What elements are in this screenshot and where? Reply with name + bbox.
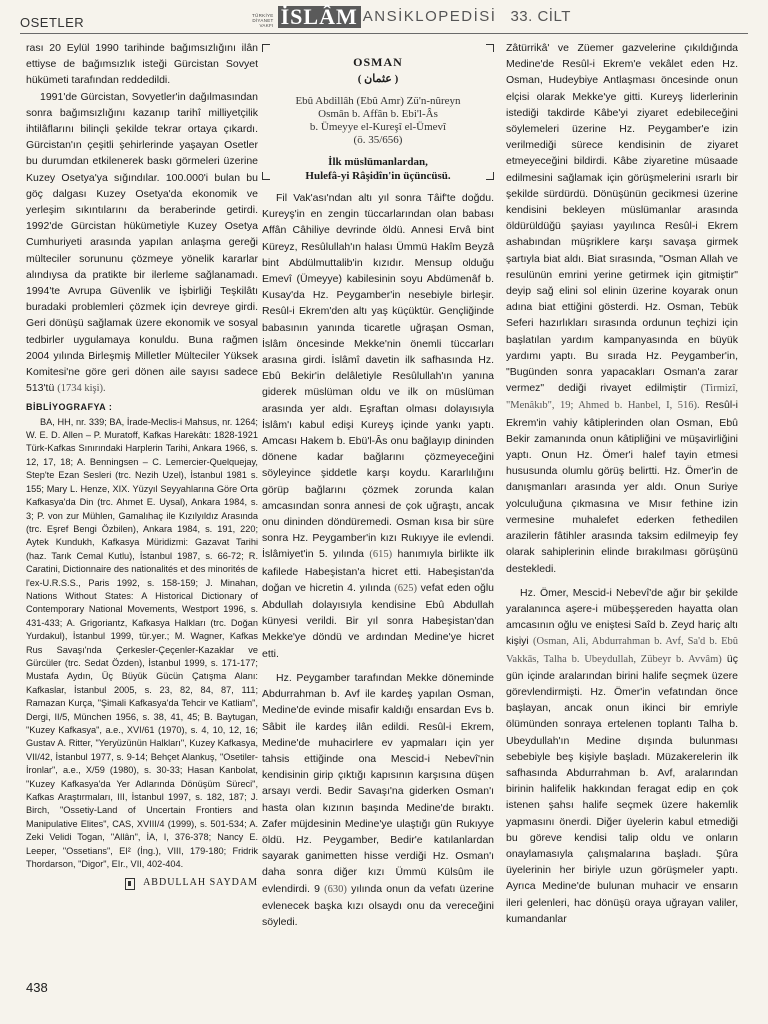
column-left [26, 40, 258, 892]
bibliography-heading: BİBLİYOGRAFYA : [26, 402, 113, 413]
bibliography-text: BA, HH, nr. 339; BA, İrade-Meclis-i Mahsus, nr. 1264; W. E. D. Allen – P. Muratoff, Kafkas Harekâtı: 1828-1921 Türk-Kafkas Sınırındaki Harplerin Tarihi, Ankara 1966, s. 12, 17, 18; A. Benningsen – C. Lemercier-Quelquejay, Step'te Ezan Sesleri (trc. Nezih Uzel), İstanbul 1981 s. 155; Mary L. Henze, XIX. Yüzyıl Seyyahlarına Göre Orta Kafkasya'da Din (trc. Ahmet E. Uysal), Ankara 1984, s. 3; P. von zur Mühlen, Gamalıhaç ile Kızılyıldız Arasında (trc. Eşref Bengi Özbilen), Ankara 1984, s. 191, 220; Aytek Kundukh, Kafkasya Müridizmi: Gazavat Tarihi (haz. Tarık Cemal Kutlu), İstanbul 1987, s. 66-72; R. Caratini, Dictionnaire des nationalités et des minorités de l'ex-U.R.S.S., Paris 1992, s. 158-159; J. Minahan, Nations Without States: A Historical Dictionary of Contemporary National Movements, Westport 1996, s. 431-433; A. Grigoriantz, Kafkasya Halkları (trc. Doğan Yurdakul), İstanbul 1999, tür.yer.; M. Wagner, Kafkas Rus Savaşı'nda Çerkesler-Çeçenler-Kazaklar ve Gürcüler (trc. Sedat Özden), İstanbul 1999, s. 171-177; Mustafa Aydın, Üç Büyük Gücün Çatışma Alanı: Kafkaslar, İstanbul 2005, s. 23, 82, 84, 87, 111; Ramazan Kurça, "Şimali Kafkasya'da Tehcir ve Katliam", Dergi, II/5, München 1956, s. 38, 41, 45; B. Baytugan, "Kuzey Kafkasya", a.e., XVI/61 (1970), s. 4, 10, 12, 16; Gustav A. Ritter, "Yeryüzünün Halkları", Kuzey Kafkasya, VII/42, İstanbul 1977, s. 9-14; Behçet Alankuş, "Osetiler-İronlar", a.e., X/59 (1980), s. 30-33; Hasan Kanbolat, "Kuzey Kafkasya'da Yer Adlarında Dönüşüm Süreci", Kafkas Araştırmaları, III, İstanbul 1997, s. 182, 187; J. Birch, "Ossetiy-Land of Uncertain Frontiers and Manipulative Elites", CAS, XVIII/4 (1999), s. 501-534; A. Zeki Velidi Togan, "Allân", İA, I, 376-378; Nancy E. Leeper, "Ossetians", EI² (İng.), VIII, 179-180; Fridrik Thordarson, "Digor", EIr., VII, 402-404. [26, 416, 258, 870]
column-middle [262, 40, 494, 930]
entry-title-box [262, 40, 494, 184]
publication-brand [252, 6, 571, 28]
brand-logo: İSLÂM [278, 6, 361, 28]
paragraph: Hz. Ömer, Mescid-i Nebevî'de ağır bir şekilde yaralanınca aşere-i mübeşşereden hayatta olan amcasının oğlu ve eniştesi Saîd b. Zeyd hariç altı kişiyi (Osman, Ali, Abdurrahman b. Avf, Sa'd b. Ebû Vakkās, Talha b. Ubeydullah, Zübeyr b. Avvâm) üç gün içinde aralarından birini halife seçmek üzere görevlendirmişti. Hz. Ömer'in vefatından önce başlayan, ancak onun ikinci bir emriyle ölümünden sonraya ertelenen toplantı Talha b. Ubeydullah'ın Medine dışında bulunması sebebiyle beş kişiyle başladı. Müzakerelerin ilk safhasında Abdurrahman b. Avf, aralarından birinin halifelik hakkından feragat edip en çok istenen şahsı halife seçmek üzere hakemlik yapmasını önerdi. Diğer üyelerin kabul etmediği bu göreve kendisi talip oldu ve onların onaylamasıyla çalışmalarına başladı. Şûra üyelerinin her biriyle uzun görüşmeler yaptı. Ayrıca Medine'de bulunan muhacir ve ensarın ileri gelenleri, hac dönüşü oraya uğrayan valiler, kumandanlar [506, 586, 739, 925]
paragraph: Hz. Peygamber tarafından Mekke döneminde Abdurrahman b. Avf ile kardeş yapılan Osman, Medine'de evinde misafir kaldığı ensardan Evs b. Sâbit ile kardeş ilân edildi. Resûl-i Ekrem, Medine'de muhacirlere ev yapmaları için yer tahsis ettiğinde ona Mescid-i Nebevî'nin kendisinin girip çıktığı kapısının karşısına düşen arsayı verdi. Bedir Savaşı'na giderken Osman'ı hasta olan kızının başında Medine'de bıraktı. Zafer müjdesinin Medine'ye ulaştığı gün Rukıyye öldü. Hz. Peygamber, Bedir'e katılanlardan sayarak ganimetten hisse verdiği Hz. Osman'ı daha sonra diğer kızı Ümmü Külsûm ile evlendirdi. 9 (630) yılında onun da vefatı üzerine evlenecek başka kızı olsaydı onu da vereceğini söyledi. [262, 671, 495, 928]
paragraph: rası 20 Eylül 1990 tarihinde bağımsızlığını ilân ettiyse de bağımsızlık isteği Gürcistan Sovyet hükümeti tarafından reddedildi. [26, 42, 258, 87]
author-icon [125, 878, 135, 890]
column-right [506, 40, 738, 927]
publisher-mark: TÜRKİYE DİYANET VAKFI [252, 13, 274, 28]
paragraph: Zâtürrikâ' ve Züemer gazvelerine çıkıldığında Medine'de Resûl-i Ekrem'e vekâlet eden Hz. Osman, Hudeybiye Antlaşması öncesinde onun elçisi olarak Mekke'ye gitti. Kureyş liderlerinin istediği takdirde Kâbe'yi ziyaret edebileceğini söylemeleri üzerine Hz. Peygamber'e izin verilmediği sürece kendisinin de ziyaret etmeyeceğini bildirdi. Kâbe ziyaretine müsaade edilmesini sağlamak için görüşmelerini ısrarlı bir şekilde sürdürdü. Dönüşünün gecikmesi üzerine kendisini bekleyen müslümanlar arasında öldürüldüğü şayiası yayılınca Resûl-i Ekrem ashabından müşriklere karşı savaşa girmek şartıyla biat aldı. Biat sırasında, "Osman Allah ve resulünün emrini yerine getirmek için gitmiştir" deyip sağ elini sol elinin üzerine koyarak onun adına biat ettiğini gösterdi. Hz. Osman, Tebük Seferi hazırlıkları sırasında ordunun teçhizi için başlatılan yardım kampanyasında en büyük yardımı yaptı. Bu sırada Hz. Peygamber'in, "Bugünden sonra yapacakları Osman'a zarar vermez" dediği rivayet edilmiştir (Tirmizî, "Menâkıb", 19; Ahmed b. Hanbel, I, 516). Resûl-i Ekrem'in vahiy kâtiplerinden olan Osman, Ebû Bekir zamanında onun kâtipliğini ve müşavirliğini yaptı. Onun Hz. Ömer'i halef tayin etmesi hususunda olumlu görüş belirtti. Hz. Ömer'in de danışmanları arasında yer aldı. Onun Suriye yolculuğuna çıkmasına ve Mısır fethine izin vermesine muhalefet ederken fethedilen arazilerin fâtihler arasında taksim edilmeyip fey olarak sahiplerinin elinde bırakılması görüşünü destekledi. [506, 42, 738, 575]
paragraph: 1991'de Gürcistan, Sovyetler'in dağılmasından sonra bağımsızlığını kazanıp tarihî milliyetçilik ihtilâflarını bilinçli şekilde tekrar ortaya çıkardı. Gürcistan'ın çeşitli şehirlerinde yaşayan Osetler bu durumdan etkilenerek baskı görmeleri üzerine Kuzey Osetya'ya sığındılar. 100.000'i bulan bu göç dalgası Kuzey Osetya'da ekonomik ve yerleşim sıkıntılarını da beraberinde getirdi. 1992'de Gürcistan hükümetiyle Kuzey Osetya Cumhuriyeti arasında yapılan anlaşma gereği mülteciler sorununu çözmeye yönelik kararlar alındıysa da pratikte bir ilerleme sağlanamadı. 1994'te Avrupa Güvenlik ve İşbirliği Teşkilâtı buradaki problemleri çözmek için devreye girdi. Geri dönüşü sağlamak üzere ekonomik ve sosyal tedbirler uygulamaya konuldu. Buna rağmen 2004 yılında Birleşmiş Milletler Mülteciler Yüksek Komitesi'ne göre geri dönen aile sayısı sadece 513'tü (1734 kişi). [26, 90, 258, 395]
section-title: OSETLER [20, 15, 85, 30]
entry-arabic-title: ( عثمان ) [357, 73, 399, 86]
running-header [20, 6, 748, 34]
author-signature: ABDULLAH SAYDAM [26, 875, 258, 891]
volume-number: 33. CİLT [510, 8, 571, 25]
entry-subtitle: İlk müslümanlardan, Hulefâ-yi Râşidîn'in üçüncüsü. [305, 156, 451, 183]
publication-title: ANSİKLOPEDİSİ [362, 8, 497, 25]
entry-title: OSMAN [353, 55, 403, 69]
paragraph: Fil Vak'ası'ndan altı yıl sonra Tâif'te doğdu. Kureyş'in en zengin tüccarlarından olan babası Affân Câhiliye devrinde öldü. Annesi Ervâ bint Küreyz, Resûlullah'ın halası Ümmü Hakîm Beyzâ bint Abdülmuttalib'in kızıdır. Mensup olduğu Emevî (Ümeyye) kabilesinin soyu Abdümenâf b. Kusay'da Hz. Peygamber'in nesebiyle birleşir. Resûl-i Ekrem'den altı yaş küçüktür. Gençliğinde babasının yanında ticaretle uğraşan Osman, İslâm öncesinde Mekke'nin önemli tüccarları arasına girdi. İslâmî davetin ilk safhasında Hz. Ebû Bekir'in delâletiyle Resûlullah'ın yanına giderek müslüman oldu ve ilk on müslüman arasında yer aldı. Eşraftan olması dolayısıyla İslâm'ı kabul edişi Kureyş içinde yankı yaptı. Amcası Hakem b. Ebü'l-Âs onu bağlayıp dininden dönene kadar bağlarını çözmeyeceğini söyleyince şiddetle karşı koydu. Kararlılığını görüp bağlarını çözmek zorunda kalan amcasından sonra annesi de çok uğraştı, ancak onu dininden döndüremedi. Osman kısa bir süre sonra Hz. Peygamber'in kızı Rukıyye ile evlendi. İslâmiyet'in 5. yılında (615) hanımıyla birlikte ilk kafilede Habeşistan'a hicret etti. Habeşistan'da doğan ve hicretin 4. yılında (625) vefat eden oğlu Abdullah dolayısıyla kendisine Ebû Abdullah künyesi verildi. Bir yıl sonra Habeşistan'dan Mekke'ye döndü ve ardından Medine'ye hicret etti. [262, 192, 495, 660]
page-number: 438 [26, 980, 48, 995]
entry-full-name: Ebû Abdillâh (Ebû Amr) Zü'n-nûreyn Osmân b. Affân b. Ebi'l-Âs b. Ümeyye el-Kureşî el-Ümevî (ö. 35/656) [295, 95, 461, 147]
